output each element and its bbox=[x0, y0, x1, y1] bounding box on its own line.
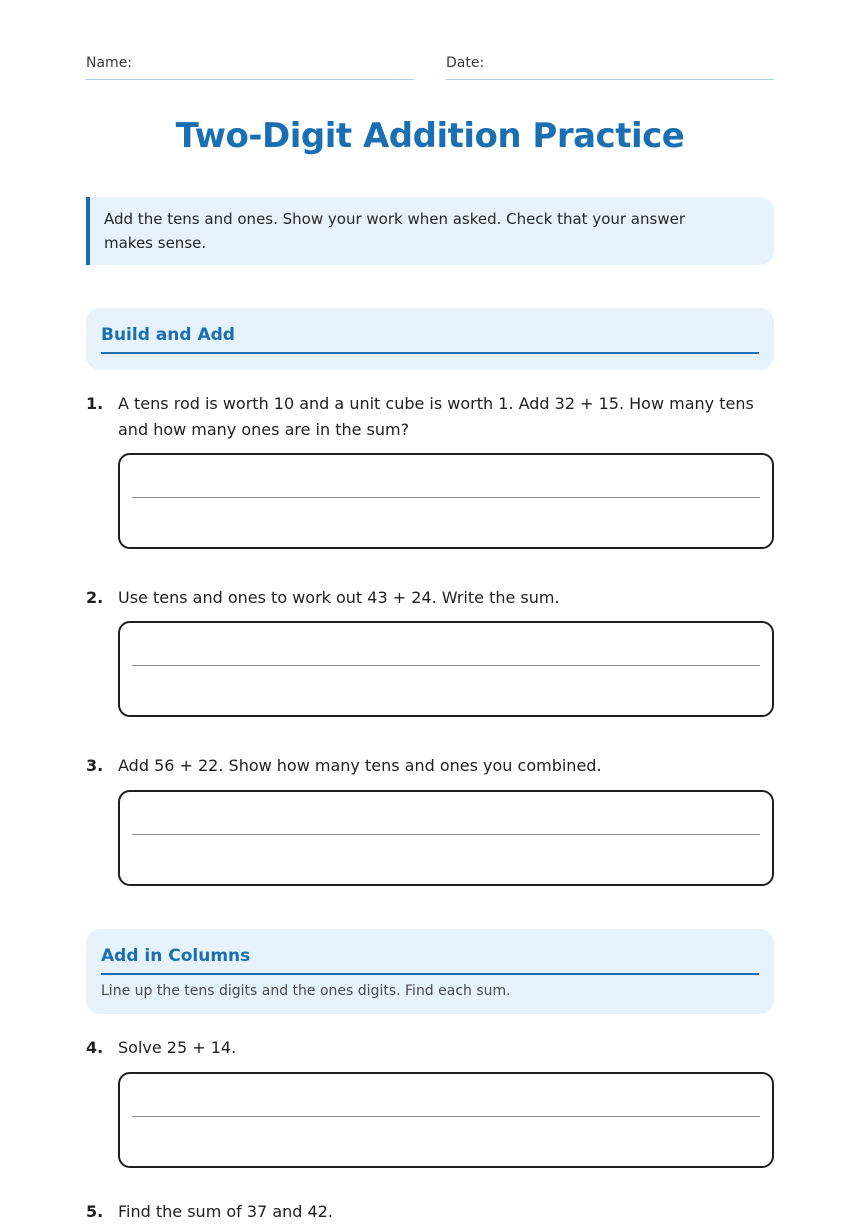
question-number: 5. bbox=[86, 1202, 104, 1221]
instructions-box: Add the tens and ones. Show your work when asked. Check that your answer makes sense. bbox=[86, 197, 774, 265]
question-text: A tens rod is worth 10 and a unit cube is worth 1. Add 32 + 15. How many tens and how many ones are in the sum? bbox=[118, 394, 754, 439]
answer-line bbox=[132, 497, 760, 498]
answer-box[interactable] bbox=[118, 1072, 774, 1168]
question-text: Add 56 + 22. Show how many tens and ones you combined. bbox=[118, 756, 602, 775]
question-number: 4. bbox=[86, 1038, 104, 1057]
answer-box[interactable] bbox=[118, 790, 774, 886]
section-title: Add in Columns bbox=[101, 929, 759, 975]
question-number: 2. bbox=[86, 588, 104, 607]
question-number: 3. bbox=[86, 756, 104, 775]
section-build-and-add bbox=[86, 308, 774, 370]
name-field[interactable] bbox=[86, 52, 414, 80]
answer-line bbox=[132, 834, 760, 835]
date-label: Date: bbox=[446, 55, 485, 71]
section-add-in-columns bbox=[86, 929, 774, 1014]
date-field[interactable] bbox=[446, 52, 774, 80]
question-text: Use tens and ones to work out 43 + 24. Write the sum. bbox=[118, 588, 560, 607]
question-text: Solve 25 + 14. bbox=[118, 1038, 237, 1057]
answer-box[interactable] bbox=[118, 453, 774, 549]
section-title: Build and Add bbox=[101, 308, 759, 354]
page-title: Two-Digit Addition Practice bbox=[175, 116, 685, 156]
answer-line bbox=[132, 1116, 760, 1117]
section-subtitle: Line up the tens digits and the ones digits. Find each sum. bbox=[101, 983, 511, 999]
answer-box[interactable] bbox=[118, 621, 774, 717]
header-fields bbox=[86, 52, 774, 80]
question-number: 1. bbox=[86, 394, 104, 413]
question-text: Find the sum of 37 and 42. bbox=[118, 1202, 333, 1221]
answer-line bbox=[132, 665, 760, 666]
name-label: Name: bbox=[86, 55, 133, 71]
